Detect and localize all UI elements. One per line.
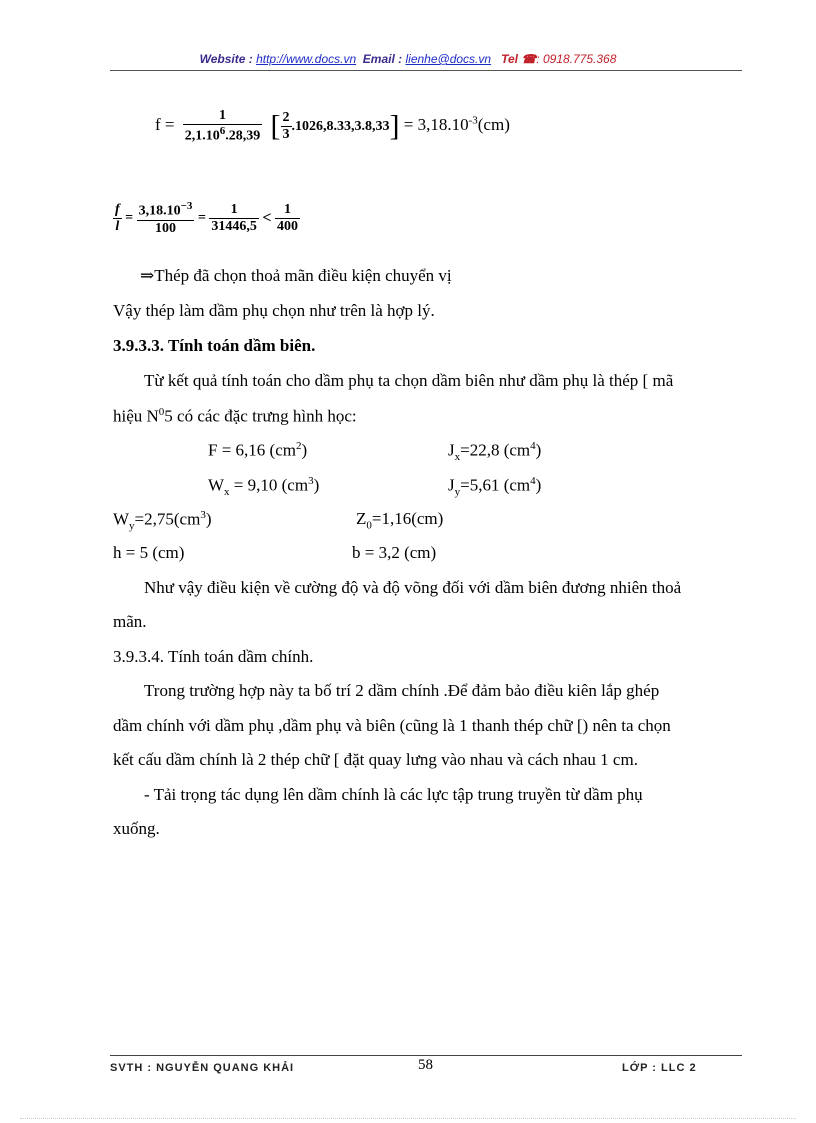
prop-Wy-sup: 3 (200, 509, 206, 521)
prop-F-a: F = 6,16 (cm (208, 440, 296, 460)
right-bracket: ] (389, 109, 400, 143)
f-symbol: f (115, 201, 120, 217)
footer-rule (110, 1055, 742, 1056)
prop-Wy-a: W (113, 509, 130, 529)
formula1-den-a: 2,1.10 (184, 128, 220, 144)
conclusion-line-1: ⇒Thép đã chọn thoả mãn điều kiện chuyển vị (140, 266, 452, 285)
prop-b: b = 3,2 (cm) (352, 543, 437, 562)
prop-Wx-sup: 3 (308, 475, 314, 487)
prop-Wx-b: = 9,10 (cm (229, 475, 309, 495)
para1-line2-b: 5 có các đặc trưng hình học: (164, 406, 357, 426)
ratio-frac-2 (137, 200, 195, 237)
conclusion-line-2: Vậy thép làm dầm phụ chọn như trên là hợp lý. (113, 301, 435, 320)
bottom-dotted-edge (20, 1118, 796, 1119)
formula1-inner-num: 2 (282, 109, 290, 125)
l-symbol: l (115, 218, 120, 234)
prop-Wy-sub: y (129, 520, 135, 533)
prop-Wx (208, 475, 319, 498)
num3: 1 (209, 202, 259, 219)
num2-sup: −3 (180, 200, 193, 212)
num4: 1 (275, 202, 300, 219)
para3-line1: Trong trường hợp này ta bố trí 2 dầm chính .Để đảm bảo điều kiên lắp ghép (144, 681, 660, 700)
formula1-result-sup: -3 (468, 114, 478, 127)
para1-line2-sup: 0 (158, 406, 165, 418)
ratio-frac-4 (275, 202, 300, 235)
header-rule (110, 70, 742, 71)
prop-Jx (448, 440, 541, 463)
prop-Wy-c: ) (205, 509, 212, 529)
left-bracket: [ (270, 109, 281, 143)
email-label: Email (362, 52, 395, 66)
prop-Z0-b: =1,16(cm) (371, 509, 444, 528)
email-sep: : (398, 52, 403, 66)
section-heading-3934: 3.9.3.4. Tính toán dầm chính. (113, 647, 314, 666)
prop-Jy (448, 475, 541, 498)
prop-Wx-c: ) (313, 475, 320, 495)
footer-class: LỚP : LLC 2 (622, 1062, 697, 1074)
prop-Jx-b: =22,8 (cm (460, 440, 531, 460)
prop-Jx-sup: 4 (530, 440, 536, 452)
para2-line2: mãn. (113, 612, 147, 631)
prop-F-b: ) (301, 440, 308, 460)
formula1-inner-rest: .1026,8.33,3.8,33 (291, 119, 390, 135)
f-over-l (113, 202, 122, 235)
eq2: = (197, 210, 206, 226)
section-heading-3933: 3.9.3.3. Tính toán dầm biên. (113, 336, 316, 355)
prop-Jy-sub: y (454, 486, 461, 499)
formula1-den-sup: 6 (219, 125, 226, 137)
para1-line2 (113, 406, 357, 427)
ratio-formula (113, 200, 300, 237)
num2-a: 3,18.10 (138, 203, 181, 219)
prop-Jy-sup: 4 (530, 475, 536, 487)
email-link[interactable]: lienhe@docs.vn (405, 52, 492, 66)
website-label: Website : (199, 52, 253, 66)
formula1-num: 1 (183, 108, 263, 125)
formula1-inner-fraction (281, 110, 292, 143)
prop-Wx-sub: x (224, 486, 230, 499)
den2: 100 (155, 220, 177, 236)
formula1-fraction (183, 108, 263, 145)
para2-line1: Như vậy điều kiện về cường độ và độ võng đối với dầm biên đương nhiên thoả (144, 578, 682, 597)
page-number: 58 (418, 1057, 433, 1073)
eq1: = (125, 210, 134, 226)
para4-line1: - Tải trọng tác dụng lên dầm chính là các lực tập trung truyền từ dầm phụ (144, 785, 643, 804)
prop-Z0-a: Z (356, 509, 367, 528)
formula1-lhs: f = (155, 115, 175, 135)
prop-Jy-b: =5,61 (cm (460, 475, 531, 495)
page-header (0, 52, 816, 66)
para1-line1: Từ kết quả tính toán cho dầm phụ ta chọn dầm biên như dầm phụ là thép [ mã (144, 371, 674, 390)
prop-Jx-sub: x (454, 451, 461, 464)
prop-F-sup: 2 (295, 440, 302, 452)
formula1-result-b: (cm) (477, 115, 510, 135)
ratio-frac-3 (209, 202, 259, 235)
phone-icon: ☎ (521, 52, 537, 66)
para4-line2: xuống. (113, 819, 160, 838)
formula1-den-b: .28,39 (225, 128, 261, 144)
less-than: < (262, 209, 272, 227)
footer-author: SVTH : NGUYỄN QUANG KHẢI (110, 1062, 295, 1074)
prop-Jy-c: ) (535, 475, 542, 495)
para3-line3: kết cấu dầm chính là 2 thép chữ [ đặt quay lưng vào nhau và cách nhau 1 cm. (113, 750, 638, 769)
prop-Jy-a: J (448, 475, 455, 495)
prop-Wy (113, 509, 212, 532)
prop-Z0 (356, 509, 443, 531)
prop-Jx-a: J (448, 440, 455, 460)
tel-value: : 0918.775.368 (536, 52, 617, 66)
prop-Jx-c: ) (535, 440, 542, 460)
formula1-result-a: = 3,18.10 (403, 115, 469, 135)
prop-F (208, 440, 307, 461)
prop-Wy-b: =2,75(cm (134, 509, 201, 529)
formula1-inner-den: 3 (282, 126, 290, 142)
den4: 400 (277, 218, 299, 234)
prop-Z0-sub: 0 (366, 519, 372, 532)
para1-line2-a: hiệu N (113, 406, 159, 426)
prop-h: h = 5 (cm) (113, 543, 185, 562)
den3: 31446,5 (211, 218, 257, 234)
website-link[interactable]: http://www.docs.vn (256, 52, 357, 66)
para3-line2: dầm chính với dầm phụ ,dầm phụ và biên (cũng là 1 thanh thép chữ [) nên ta chọn (113, 716, 671, 735)
tel-label: Tel (501, 52, 518, 66)
deflection-formula (155, 108, 510, 145)
prop-Wx-a: W (208, 475, 225, 495)
